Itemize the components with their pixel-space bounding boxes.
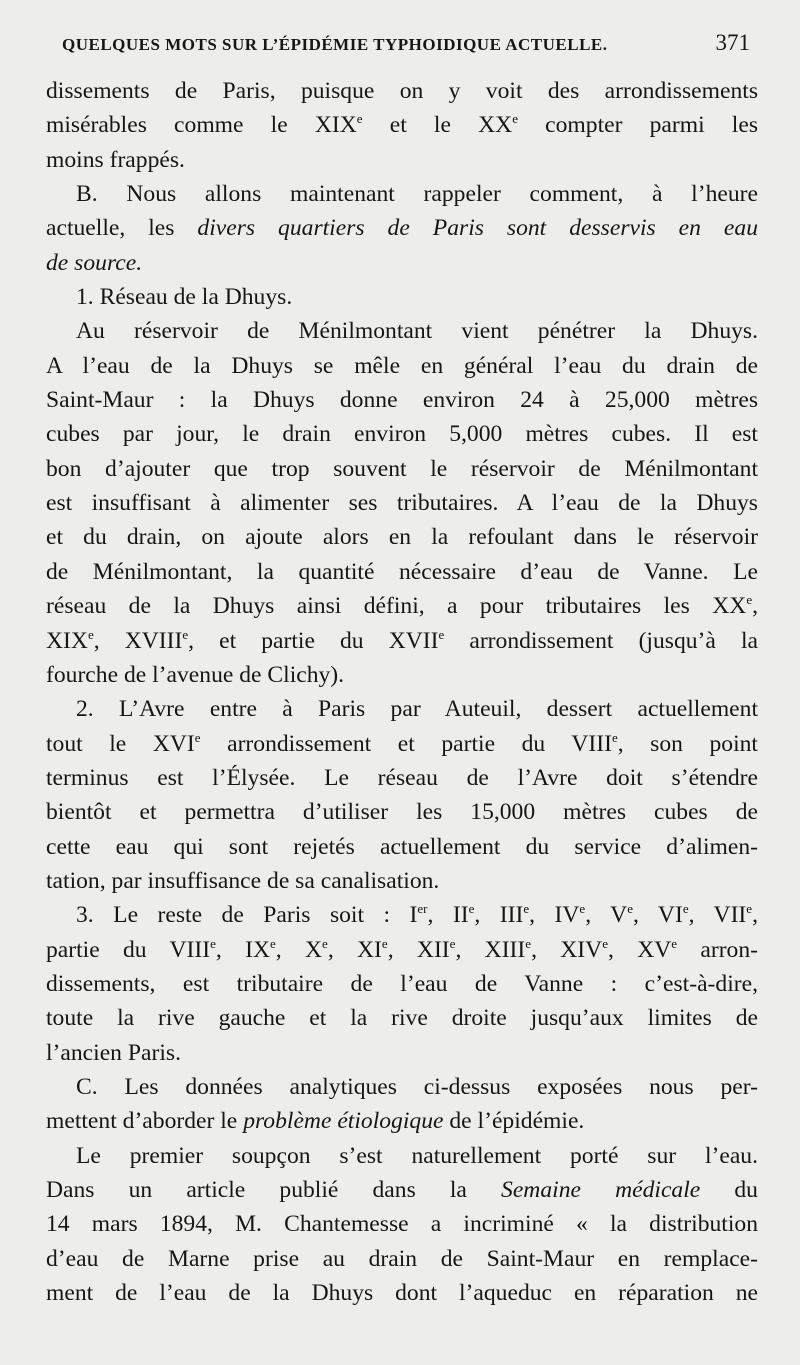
text-line: tation, par insuffisance de sa canalisation. (46, 867, 440, 894)
text-line: Au réservoir de Ménilmontant vient pénétrer la Dhuys. (76, 318, 758, 345)
text-line: A l’eau de la Dhuys se mêle en général l’eau du drain de (46, 352, 758, 379)
text-line: moins frappés. (46, 146, 185, 173)
text-line: mettent d’aborder le problème étiologique de l’épidémie. (46, 1108, 585, 1135)
text-line: Le premier soupçon s’est naturellement porté sur l’eau. (76, 1142, 758, 1169)
text-line: dissements, est tributaire de l’eau de Vanne : c’est-à-dire, (46, 970, 758, 997)
text-line: 14 mars 1894, M. Chantemesse a incriminé « la distribution (46, 1211, 758, 1238)
text-line: réseau de la Dhuys ainsi défini, a pour tributaires les XXe, (46, 592, 758, 620)
text-line: de Ménilmontant, la quantité nécessaire d’eau de Vanne. Le (46, 558, 758, 585)
text-line: tout le XVIe arrondissement et partie du VIIIe, son point (46, 729, 758, 757)
text-line: fourche de l’avenue de Clichy). (46, 661, 345, 688)
section-heading-2: 2. L’Avre entre à Paris par Auteuil, dessert actuellement (76, 696, 758, 723)
paragraph-c-start: C. Les données analytiques ci-dessus exposées nous per- (76, 1073, 758, 1100)
text-line: et du drain, on ajoute alors en la refoulant dans le réservoir (46, 524, 758, 551)
section-heading-3: 3. Le reste de Paris soit : Ier, IIe, IIIe, IVe, Ve, VIe, VIIe, (76, 901, 758, 929)
paragraph-b-start: B. Nous allons maintenant rappeler comment, à l’heure (76, 181, 758, 208)
text-line: XIXe, XVIIIe, et partie du XVIIe arrondissement (jusqu’à la (46, 626, 758, 654)
text-line: Saint-Maur : la Dhuys donne environ 24 à 25,000 mètres (46, 387, 758, 414)
page-number: 371 (715, 30, 750, 55)
text-line: Dans un article publié dans la Semaine médicale du (46, 1177, 758, 1203)
text-line: bientôt et permettra d’utiliser les 15,000 mètres cubes de (46, 799, 758, 826)
text-line: est insuffisant à alimenter ses tributaires. A l’eau de la Dhuys (46, 490, 758, 517)
text-line: terminus est l’Élysée. Le réseau de l’Avre doit s’étendre (46, 764, 758, 791)
body-text (46, 74, 758, 1310)
running-title: QUELQUES MOTS SUR L’ÉPIDÉMIE TYPHOIDIQUE ACTUELLE. (62, 35, 608, 54)
text-line: actuelle, les divers quartiers de Paris sont desservis en eau (46, 215, 758, 242)
text-line: cubes par jour, le drain environ 5,000 mètres cubes. Il est (46, 421, 758, 448)
text-line: partie du VIIIe, IXe, Xe, XIe, XIIe, XIIIe, XIVe, XVe arron- (46, 935, 759, 963)
text-line: de source. (46, 249, 143, 276)
text-line: ment de l’eau de la Dhuys dont l’aqueduc en réparation ne (46, 1280, 758, 1307)
text-line: d’eau de Marne prise au drain de Saint-Maur en remplace- (46, 1245, 758, 1272)
text-line: l’ancien Paris. (46, 1039, 181, 1066)
running-header (62, 30, 750, 66)
text-line: misérables comme le XIXe et le XXe compter parmi les (46, 111, 759, 139)
text-line: bon d’ajouter que trop souvent le réservoir de Ménilmontant (46, 455, 758, 482)
text-line: cette eau qui sont rejetés actuellement du service d’alimen- (46, 833, 758, 860)
text-line: toute la rive gauche et la rive droite jusqu’aux limites de (46, 1005, 758, 1032)
text-line: dissements de Paris, puisque on y voit des arrondissements (46, 78, 758, 104)
section-heading-1: 1. Réseau de la Dhuys. (76, 284, 293, 311)
